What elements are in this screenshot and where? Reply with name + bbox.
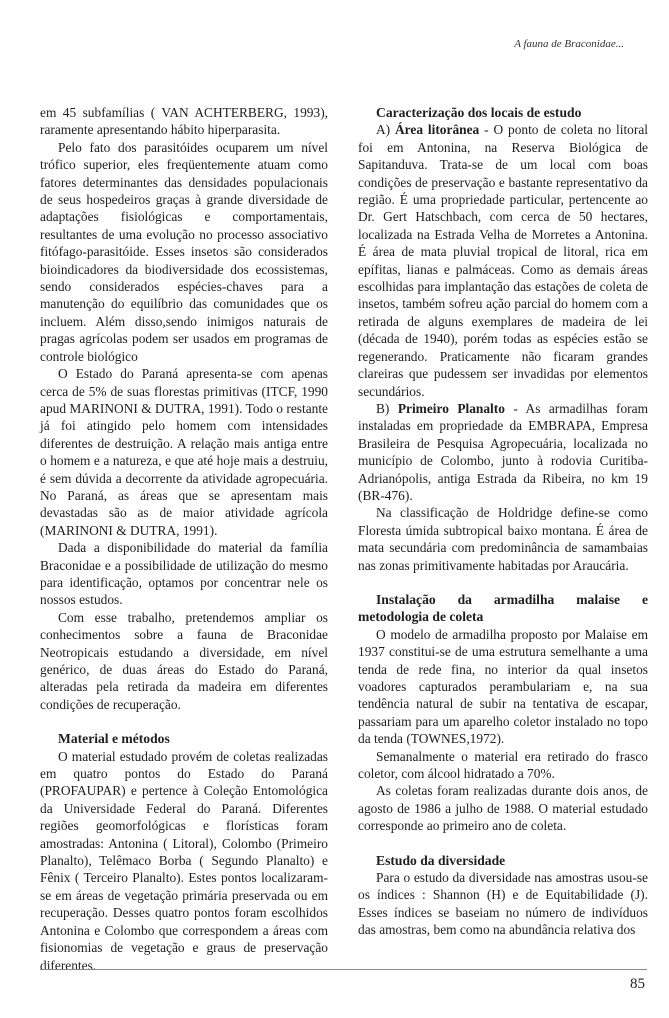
item-text: - O ponto de coleta no litoral foi em Antonina, na Reserva Biológica de Sapitanduva. Trata-se de um local com boas condições de preservação e bastante representativo da região. É uma propriedade particular, pertencente ao Dr. Gert Hatschbach, com cerca de 50 hectares, localizada na Estrada Velha de Morretes a Antonina. É área de mata pluvial tropical de litoral, rica em epífitas, lianas e palmáceas. Como as demais áreas escolhidas para implantação das estações de coleta de insetos, também sofreu ação parcial do homem com a retirada de alguns exemplares de madeira de lei (década de 1940), porém todas as espécies estão se regenerando. Praticamente não ficaram grandes clareiras que pudessem ser invadidas por elementos secundários. <box>358 122 648 399</box>
section-heading-instalacao: Instalação da armadilha malaise e metodologia de coleta <box>358 591 648 625</box>
running-head: A fauna de Braconidae... <box>514 38 624 50</box>
paragraph: Pelo fato dos parasitóides ocuparem um nível trófico superior, eles freqüentemente atuam como fatores determinantes das densidades populacionais de seus hospedeiros graças à grande diversidade de adaptações fisiológicas e comportamentais, resultantes de uma evolução no processo associativo fitófago-parasitóide. Esses insetos são considerados bioindicadores da biodiversidade dos ecossistemas, sendo considerados espécies-chaves para a manutenção do equilíbrio das comunidades que os incluem. Além disso,sendo inimigos naturais de pragas agrícolas podem ser usados em programas de controle biológico <box>40 139 328 364</box>
paragraph: Semanalmente o material era retirado do frasco coletor, com álcool hidratado a 70%. <box>358 748 648 782</box>
item-title: Primeiro Planalto <box>397 400 505 416</box>
section-heading-material: Material e métodos <box>58 731 170 747</box>
paragraph: Para o estudo da diversidade nas amostras usou-se os índices : Shannon (H) e de Equitabilidade (J). Esses índices se baseiam no número de indivíduos das amostras, bem como na abundância relativa dos <box>358 870 648 938</box>
item-label: A) <box>376 122 396 138</box>
section-heading-caracterizacao: Caracterização dos locais de estudo <box>376 105 582 120</box>
paragraph-primeiro-planalto <box>358 400 648 504</box>
paragraph-area-litoranea <box>358 121 648 400</box>
paragraph: Na classificação de Holdridge define-se como Floresta úmida subtropical baixo montana. É área de mata secundária com predominância de samambaias nas zonas primitivamente habitadas por Araucária. <box>358 505 648 573</box>
paragraph: O modelo de armadilha proposto por Malaise em 1937 constitui-se de uma estrutura semelhante a uma tenda de rede fina, no interior da qual insetos voadores capturados perambulariam e, na sua tendência natural de subir na tentativa de escapar, passariam para um aparelho coletor instalado no topo da tenda (TOWNES,1972). <box>358 626 648 747</box>
item-title: Área litorânea <box>395 122 480 138</box>
paragraph: Com esse trabalho, pretendemos ampliar os conhecimentos sobre a fauna de Braconidae Neotropicais estudando a diversidade, em nível genérico, de duas áreas do Estado do Paraná, alteradas pela retirada da madeira em diferentes condições de recuperação. <box>40 609 328 712</box>
section-heading-estudo: Estudo da diversidade <box>376 852 506 868</box>
paragraph: O Estado do Paraná apresenta-se com apenas cerca de 5% de suas florestas primitivas (ITCF, 1990 apud MARINONI & DUTRA, 1991). Todo o restante já foi atingido pelo homem com intensidades diferentes de destruição. A relação mais antiga entre o homem e a natureza, e que até hoje mais a destruiu, é sem dúvida a decorrente da atividade agropecuária. No Paraná, as áreas que se apresentam mais devastadas são as de maior atividade agrícola (MARINONI & DUTRA, 1991). <box>40 366 328 538</box>
left-column <box>40 104 328 974</box>
paragraph: O material estudado provém de coletas realizadas em quatro pontos do Estado do Paraná (PROFAUPAR) e pertence à Coleção Entomológica da Universidade Federal do Paraná. Diferentes regiões geomorfológicas e florísticas foram amostradas: Antonina ( Litoral), Colombo (Primeiro Planalto), Telêmaco Borba ( Segundo Planalto) e Fênix ( Terceiro Planalto). Estes pontos localizaram-se em áreas de vegetação primária preservada ou em recuperação. Desses quatro pontos foram escolhidos Antonina e Colombo que correspondem a áreas com fisionomias de vegetação e graus de preservação diferentes. <box>40 748 328 973</box>
page-number: 85 <box>630 976 645 992</box>
item-text: - As armadilhas foram instaladas em propriedade da EMBRAPA, Empresa Brasileira de Pesquisa Agropecuária, localizada no município de Colombo, junto à rodovia Curitiba-Adrianópolis, antiga Estrada da Ribeira, no km 19 (BR-476). <box>358 400 648 503</box>
paragraph: em 45 subfamílias ( VAN ACHTERBERG, 1993), raramente apresentando hábito hiperparasita. <box>40 105 328 138</box>
footer-rule <box>40 969 647 970</box>
right-column <box>358 104 648 939</box>
paragraph: Dada a disponibilidade do material da família Braconidae e a possibilidade de utilização do mesmo para identificação, optamos por concentrar nele os nossos estudos. <box>40 540 328 608</box>
paragraph: As coletas foram realizadas durante dois anos, de agosto de 1986 a julho de 1988. O material estudado corresponde ao primeiro ano de coleta. <box>358 783 648 834</box>
item-label: B) <box>376 400 398 416</box>
